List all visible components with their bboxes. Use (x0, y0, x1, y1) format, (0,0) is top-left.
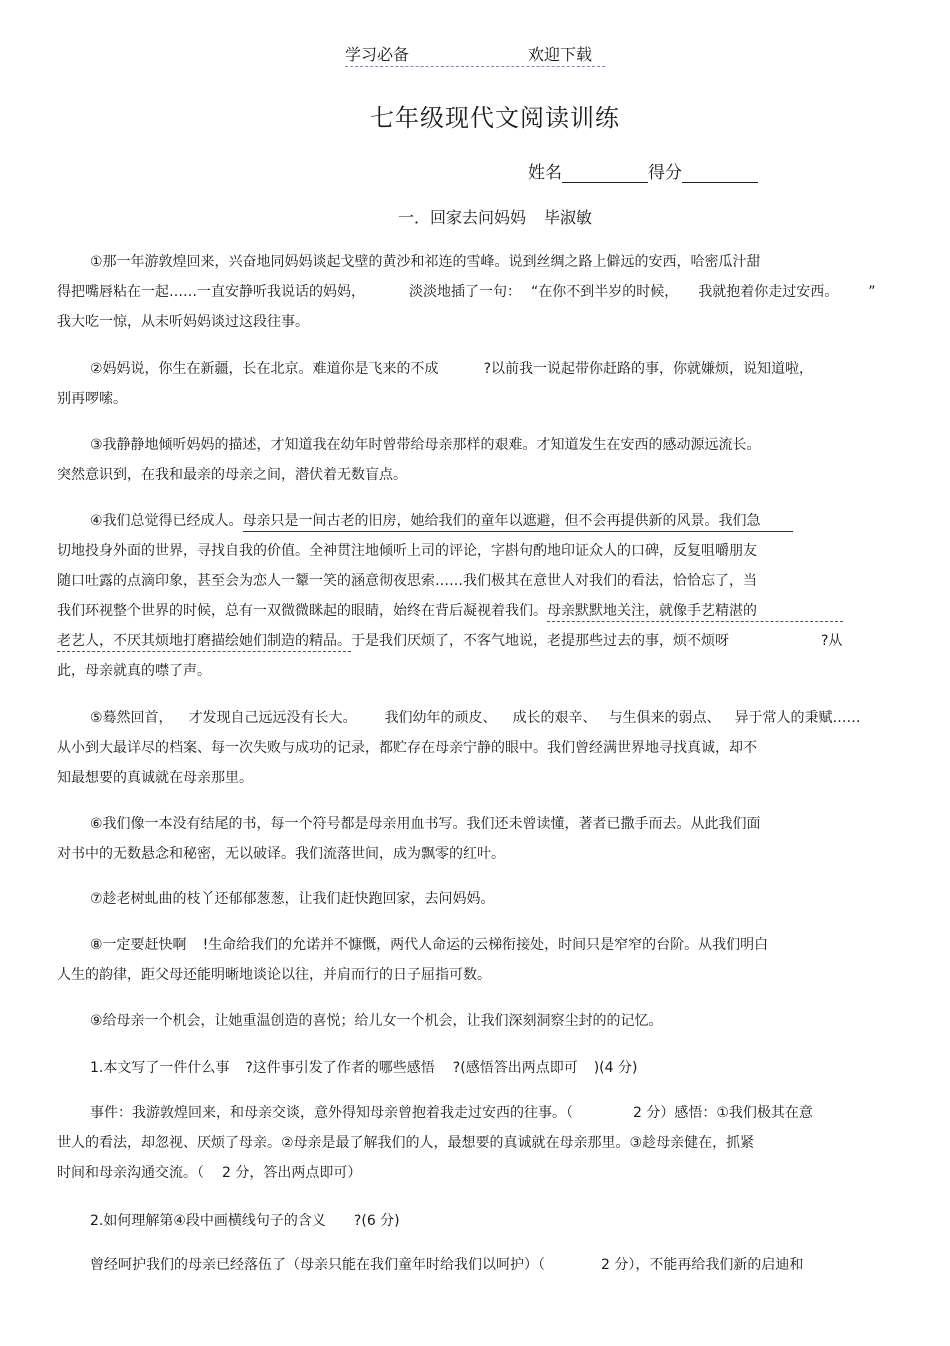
p8-line-1-a: ⑧一定要赶快啊 (90, 937, 187, 953)
p8-line-2: 人生的韵律，距父母还能明晰地谈论以往，并肩而行的日子屈指可数。 (57, 967, 491, 983)
p8-line-1-b: !生命给我们的允诺并不慷慨，两代人命运的云梯衔接处，时间只是窄窄的台阶。从我们明白 (202, 937, 769, 953)
answer-1-line-1-a: 事件：我游敦煌回来，和母亲交谈，意外得知母亲曾抱着我走过安西的往事。（ (90, 1105, 573, 1121)
name-score-row (528, 158, 758, 183)
p4-underlined-sentence-1: 母亲只是一间古老的旧房，她给我们的童年以遮避，但不会再提供新的风景。我们急 (243, 513, 793, 532)
p1-line-2 (57, 281, 876, 301)
question-1-b: ?这件事引发了作者的哪些感悟 (245, 1060, 435, 1076)
p2-line-2: 别再啰嗦。 (57, 391, 127, 407)
p5-line-1-f: 异于常人的秉赋…… (734, 710, 861, 726)
p8-line-1 (90, 934, 768, 954)
p1-line-2-b: 淡淡地插了一句： (409, 284, 521, 300)
section-author: 毕淑敏 (544, 208, 593, 227)
answer-1-line-1 (90, 1102, 813, 1122)
p1-line-1: ①那一年游敦煌回来，兴奋地同妈妈谈起戈壁的黄沙和祁连的雪峰。说到丝绸之路上僻远的安西，哈密瓜汁甜 (90, 254, 761, 270)
question-1 (90, 1057, 637, 1077)
p5-line-1-d: 成长的艰辛、 (512, 710, 597, 726)
header-right-text: 欢迎下载 (528, 45, 593, 64)
p3-line-1: ③我静静地倾听妈妈的描述，才知道我在幼年时曾带给母亲那样的艰难。才知道发生在安西的感动源远流长。 (90, 437, 761, 453)
p4-line-5-b: 于是我们厌烦了，不客气地说，老提那些过去的事，烦不烦呀 (351, 633, 729, 649)
p5-line-1 (90, 707, 861, 727)
p5-line-1-b: 才发现自己远远没有长大。 (188, 710, 357, 726)
score-label: 得分 (648, 163, 682, 183)
p4-line-1-a: ④我们总觉得已经成人。 (90, 513, 243, 529)
header-left-text: 学习必备 (345, 45, 410, 64)
p4-line-5 (57, 630, 842, 650)
section-title: 一．回家去问妈妈 (397, 208, 526, 227)
p6-line-1: ⑥我们像一本没有结尾的书，每一个符号都是母亲用血书写。我们还未曾读懂，著者已撒手而去。从此我们面 (90, 816, 761, 832)
answer-2-line-1-b: 2 分），不能再给我们新的启迪和 (601, 1257, 804, 1273)
answer-2-line-1 (90, 1254, 803, 1274)
p4-line-6: 此，母亲就真的噤了声。 (57, 663, 211, 679)
question-2-a: 2.如何理解第④段中画横线句子的含义 (90, 1213, 326, 1229)
p7-line-1: ⑦趁老树虬曲的枝丫还郁郁葱葱，让我们赶快跑回家，去问妈妈。 (90, 891, 495, 907)
p5-line-3: 知最想要的真诚就在母亲那里。 (57, 770, 253, 786)
answer-1-line-3-a: 时间和母亲沟通交流。（ (57, 1165, 204, 1181)
answer-1-line-3 (57, 1162, 361, 1182)
p4-underlined-sentence-2-end: 老艺人，不厌其烦地打磨描绘她们制造的精品。 (57, 633, 351, 652)
p4-line-2: 切地投身外面的世界，寻找自我的价值。全神贯注地倾听上司的评论，字斟句酌地印证众人的口碑，反复咀嚼朋友 (57, 543, 757, 559)
p5-line-1-e: 与生俱来的弱点、 (608, 710, 721, 726)
p1-line-2-c: “在你不到半岁的时候， (531, 284, 679, 300)
answer-2-line-1-a: 曾经呵护我们的母亲已经落伍了（母亲只能在我们童年时给我们以呵护）（ (90, 1257, 545, 1273)
p2-line-1 (90, 358, 813, 378)
p4-line-3: 随口吐露的点滴印象，甚至会为恋人一颦一笑的涵意彻夜思索……我们极其在意世人对我们的看法，恰恰忘了，当 (57, 573, 757, 589)
p1-line-2-d: 我就抱着你走过安西。 (698, 284, 839, 300)
question-1-a: 1.本文写了一件什么事 (90, 1060, 230, 1076)
question-2 (90, 1210, 400, 1230)
name-label: 姓名 (528, 163, 562, 183)
p5-line-1-a: ⑤蓦然回首， (90, 710, 173, 726)
question-2-b: ?(6 分) (353, 1213, 400, 1229)
document-title: 七年级现代文阅读训练 (370, 104, 620, 132)
page-header (345, 42, 605, 67)
p4-underlined-sentence-2: 母亲默默地关注，就像手艺精湛的 (547, 603, 843, 622)
question-1-d: )(4 分) (593, 1060, 638, 1076)
p2-line-1-b: ?以前我一说起带你赶路的事，你就嫌烦，说知道啦， (483, 361, 813, 377)
name-blank (562, 164, 648, 183)
p1-line-2-a: 得把嘴唇粘在一起……一直安静听我说话的妈妈， (57, 284, 365, 300)
p4-line-4-a: 我们环视整个世界的时候，总有一双微微眯起的眼睛，始终在背后凝视着我们。 (57, 603, 547, 619)
section-heading (0, 205, 950, 228)
p9-line-1: ⑨给母亲一个机会，让她重温创造的喜悦；给儿女一个机会，让我们深刻洞察尘封的的记忆。 (90, 1013, 663, 1029)
p4-line-5-c: ?从 (821, 633, 843, 649)
p5-line-1-c: 我们幼年的顽皮、 (384, 710, 497, 726)
p3-line-2: 突然意识到，在我和最亲的母亲之间，潜伏着无数盲点。 (57, 467, 407, 483)
p5-line-2: 从小到大最详尽的档案、每一次失败与成功的记录，都贮存在母亲宁静的眼中。我们曾经满世界地寻找真诚，却不 (57, 740, 757, 756)
p1-line-2-e: ” (868, 284, 876, 300)
p1-line-3: 我大吃一惊，从未听妈妈谈过这段往事。 (57, 314, 309, 330)
p6-line-2: 对书中的无数悬念和秘密，无以破译。我们流落世间，成为飘零的红叶。 (57, 846, 505, 862)
p4-line-4 (57, 600, 843, 620)
score-blank (682, 164, 758, 183)
answer-1-line-3-b: 2 分，答出两点即可） (222, 1165, 362, 1181)
p2-line-1-a: ②妈妈说，你生在新疆，长在北京。难道你是飞来的不成 (90, 361, 439, 377)
p4-line-1 (90, 510, 793, 530)
answer-1-line-1-b: 2 分）感悟：①我们极其在意 (633, 1105, 813, 1121)
question-1-c: ?(感悟答出两点即可 (452, 1060, 578, 1076)
answer-1-line-2: 世人的看法，却忽视、厌烦了母亲。②母亲是最了解我们的人，最想要的真诚就在母亲那里。③趁母亲健在，抓紧 (57, 1135, 755, 1151)
